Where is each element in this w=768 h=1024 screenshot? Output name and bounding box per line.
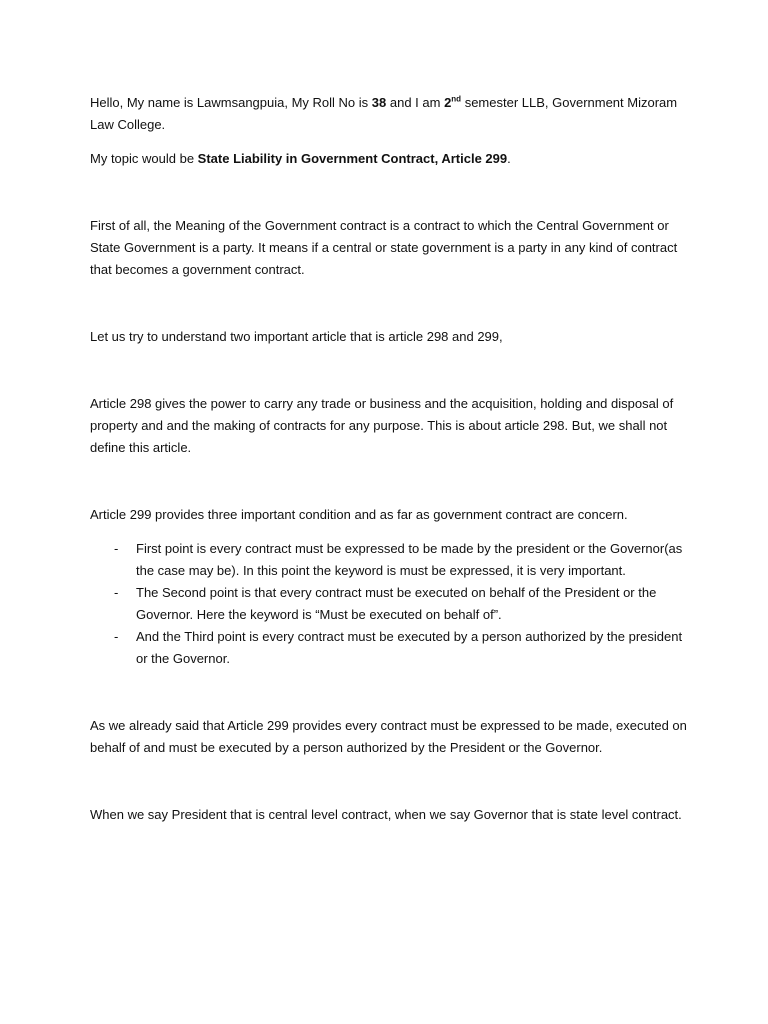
list-item-text: The Second point is that every contract must be executed on behalf of the President or the Governor. Here the keyword is “Must be executed on behalf of”. xyxy=(136,585,657,622)
intro-text: Hello, My name is Lawmsangpuia, My Roll No is xyxy=(90,95,372,110)
closing-paragraph: When we say President that is central level contract, when we say Governor that is state level contract. xyxy=(90,807,682,822)
list-item-text: First point is every contract must be expressed to be made by the president or the Governor(as the case may be). In this point the keyword is must be expressed, it is very important. xyxy=(136,541,683,578)
list-item-text: And the Third point is every contract must be executed by a person authorized by the president or the Governor. xyxy=(136,629,683,666)
intro-paragraph xyxy=(90,92,690,136)
roll-number: 38 xyxy=(371,95,387,110)
topic-suffix: . xyxy=(507,151,511,166)
list-item xyxy=(90,582,690,626)
semester-suffix: nd xyxy=(451,94,462,104)
topic-title: State Liability in Government Contract, Article 299 xyxy=(197,151,508,166)
topic-prefix: My topic would be xyxy=(90,151,198,166)
bullet-dash: - xyxy=(114,585,119,600)
conditions-list xyxy=(90,538,690,670)
bullet-dash: - xyxy=(114,541,119,556)
bullet-dash: - xyxy=(114,629,119,644)
intro-text-2: and I am xyxy=(386,95,445,110)
article-299-intro: Article 299 provides three important condition and as far as government contract are concern. xyxy=(90,507,628,522)
summary-paragraph: As we already said that Article 299 provides every contract must be expressed to be made, executed on behalf of and must be executed by a person authorized by the President or the Governor. xyxy=(90,718,687,755)
understand-paragraph: Let us try to understand two important article that is article 298 and 299, xyxy=(90,329,503,344)
article-298-paragraph: Article 298 gives the power to carry any trade or business and the acquisition, holding and disposal of property and and the making of contracts for any purpose. This is about article 298. But, we shall not define this article. xyxy=(90,396,674,455)
intro-text-3: semester LLB, Government Mizoram Law College. xyxy=(90,95,678,132)
list-item xyxy=(90,538,690,582)
topic-paragraph xyxy=(90,148,690,170)
meaning-paragraph: First of all, the Meaning of the Government contract is a contract to which the Central Government or State Government is a party. It means if a central or state government is a party in any kind of contract that becomes a government contract. xyxy=(90,218,678,277)
list-item xyxy=(90,626,690,670)
document-page xyxy=(90,92,690,826)
semester-number: 2nd xyxy=(444,94,462,110)
